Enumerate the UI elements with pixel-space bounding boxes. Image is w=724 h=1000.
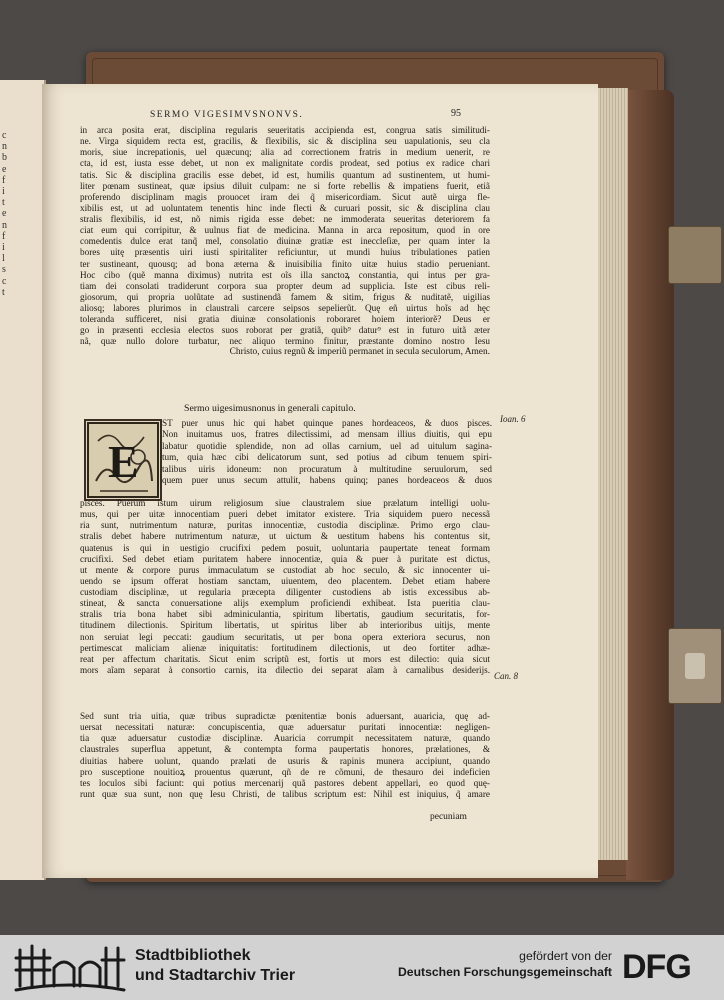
- text-line: tiam dei consolati tradiderunt corpora sua propter deum ad supplicia. Iste est cibus reli-: [80, 280, 490, 291]
- text-line: ST puer unus hic qui habet quinque panes hordeaceos, & duos pisces.: [162, 418, 492, 428]
- margin-note-john: Ioan. 6: [500, 414, 526, 424]
- text-line: stralis tria bona habet sibi adminiculantia, spiritum libertatis, gaudium securitatis, for-: [80, 609, 490, 620]
- left-page-fragment: e: [2, 208, 7, 220]
- sermon-tail-text: [80, 711, 490, 800]
- text-line: ria sunt, nutrimentum naturæ, puritas innocentiæ, custodia disciplinæ. Primo ergo clau-: [80, 520, 490, 531]
- left-page-fragment: f: [2, 230, 6, 242]
- left-page-fragment: f: [2, 174, 6, 186]
- svg-text:E: E: [108, 436, 139, 487]
- text-line: pertimescat maliciam alienæ iniquitatis: fortitudinem dilectionis, ut deo fortiter adhæ-: [80, 642, 490, 653]
- text-line: moris, siue increpationis, uel quæcunq; alia ad correctionem fratris in medium uenerit, re: [80, 147, 490, 158]
- left-page-fragment: n: [2, 141, 7, 153]
- text-line: in arca posita erat, disciplina regularis seueritatis accipienda est, congrua satis similitudi-: [80, 125, 490, 135]
- margin-note-canticles: Can. 8: [494, 671, 519, 681]
- library-name-line1: Stadtbibliothek: [135, 947, 251, 964]
- text-line: reat per affectum charitatis. Sicut enim scriptũ est, fortis ut mors est dilectio: quia sicut: [80, 653, 490, 664]
- text-line: aliosq; labores plurimos in claustrali carcere seipsos sepelierũt. Quę eñ uirtus hoĩs ad hęc: [80, 303, 490, 313]
- text-line: tes loculos sibi faciunt: qui potius mercenarij quã pastores debent appellari, eo quod quę-: [80, 777, 490, 788]
- left-page-fragment: s: [2, 264, 6, 276]
- text-line: tum, quia hæc cibi delicatorum sunt, sed potius ad cibum tenuem spiri-: [162, 452, 492, 463]
- left-page-edge: [0, 80, 46, 880]
- left-page-fragment: c: [2, 275, 7, 287]
- decorated-initial-icon: [84, 419, 162, 501]
- clasp-bottom-icon: [668, 628, 722, 704]
- text-line: uersat necessitati naturæ: concupiscentia, quæ aduersatur puritati innocentiæ: negligen-: [80, 722, 490, 733]
- city-gate-logo-icon: [14, 942, 126, 994]
- text-line: tia quæ aduersatur custodiæ disciplinæ. Auaricia corrumpit necessitatem naturæ, quando: [80, 733, 490, 744]
- funding-line2: Deutschen Forschungsgemeinschaft: [397, 965, 612, 979]
- text-line: diuitias habere uolunt, quando prælati de usuris & rapinis munera accipiunt, quando: [80, 755, 490, 766]
- text-line: quem puer unus secum attulit, habens quinq; panes hordeaceos & duos: [162, 475, 492, 486]
- text-line: ne. Virga siquidem recta est, gracilis, & flexibilis, sic & disciplina seu uapulationis, seu cla: [80, 136, 490, 147]
- text-line: labatur quotidie splendide, non ad ollas carnium, uel ad uitulum sagina-: [162, 440, 492, 451]
- text-line: nã, quæ nullo dolore turbatur, nec aliquo termino finitur, præstante domino nostro Iesu: [80, 336, 490, 347]
- text-line: runt quæ sua sunt, non quę Iesu Christi, de talibus scriptum est: Nihil est iniquius, q̃ amare: [80, 788, 490, 799]
- left-page-fragment: b: [2, 152, 7, 164]
- footer-bar: [0, 935, 724, 1000]
- text-line: quatenus is qui in uestigio crucifixi pedem posuit, uoluntaria paupertate teneat formam: [80, 542, 490, 553]
- text-line: crucifixi. Sed debet etiam puritatem habere innocentiæ, quia & puer à puritate est dictus,: [80, 553, 490, 564]
- text-line: stineat, & sancta conuersatione alijs exemplum proficiendi exhibeat. Ista pueritia clau-: [80, 598, 490, 609]
- left-page-fragment: i: [2, 242, 5, 253]
- text-line: custodiam disciplinæ, ut regularia præcepta diligenter custodiens ab istis excessibus ab-: [80, 587, 490, 597]
- sermon-ending-text: [80, 125, 490, 348]
- text-line: Sed sunt tria uitia, quæ tribus supradictæ pœnitentiæ bonis aduersant, auaricia, quę ad-: [80, 711, 490, 721]
- text-line: titudinem dilectionis. Spiritum libertatis, ut spiritus liber ab interioribus uitijs, mente: [80, 620, 490, 631]
- sermon-body-text: [80, 498, 490, 676]
- text-line: proferendo disciplinam magis prouocet iram dei q̃ misericordiam. Sicut autẽ uirga fle-: [80, 191, 490, 202]
- running-head: SERMO VIGESIMVSNONVS.: [150, 110, 304, 120]
- text-line: uendo se ipsum offerat hostiam sanctam, uiuentem, deo placentem. Debet etiam habere: [80, 575, 490, 586]
- folio-number: 95: [451, 108, 461, 119]
- left-page-fragment: c: [2, 130, 7, 141]
- dfg-logo: DFG: [622, 948, 691, 986]
- text-line: tatis. Sic & disciplina gracilis esse debet, id est, humilis quantum ad sustinentem, ut humi-: [80, 169, 490, 180]
- text-line: pisces. Puerum istum uirum religiosum siue claustralem siue prælatum intelligi uolu-: [80, 498, 490, 508]
- text-line: giosorum, qui propria uolũtate ad sustinendã famem & sitim, frigus & nuditatẽ, uigilias: [80, 291, 490, 302]
- text-line: stralis flexibilis, id est, nõ nimis rigida esse debet: ne immoderata seueritas deteriorem fa: [80, 214, 490, 224]
- left-page-fragment: l: [2, 253, 5, 265]
- text-line: claustrales superflua appetunt, & contempta forma paupertatis honores, prælationes, &: [80, 744, 490, 755]
- left-page-fragment: e: [2, 163, 7, 175]
- text-line: Non inuitamus uos, fratres dilectissimi, ad mensam illius diuitis, qui epu: [162, 429, 492, 440]
- text-line: comedentis dulce erat tanq̃ mel, consolatio diuinæ gratiæ est ineccleſiæ, per quam inter la: [80, 236, 490, 247]
- library-name-line2: und Stadtarchiv Trier: [135, 967, 296, 984]
- text-line: pro susceptione nouitioꝝ prouentus quærunt, qñ de re cõmuni, de thesauro dei indeficien: [80, 766, 490, 777]
- book-spine-edge: [626, 90, 674, 880]
- chapter-title: Sermo uigesimusnonus in generali capitulo.: [184, 403, 356, 414]
- text-line: xibilis est, ut ad uoluntatem tenentis hinc inde flecti & curuari possit, sic & disciplina clau: [80, 202, 490, 213]
- text-line: liter pœnam sustineat, quæ ipsius diluit culpam: ne si forte rebellis & impatiens fuerit, etiã: [80, 180, 490, 191]
- sermon-closing-line: Christo, cuius regnũ & imperiũ permanet in secula seculorum, Amen.: [229, 347, 490, 357]
- text-line: stralis debet habere nutrimentum naturæ, ut uictum & uestitum habens his contentus sit,: [80, 531, 490, 542]
- text-line: ciat eum qui corripitur, & uulnus fiat de medicina. Manna in arca repositum, quod in ore: [80, 225, 490, 236]
- text-line: mus, qui per uitæ innocentiam pueri debet imitator existere. Tria siquidem puero necessã: [80, 509, 490, 520]
- text-line: non seruiat legi peccati: gaudium securitatis, ut per bona opera exteriora securus, non: [80, 631, 490, 642]
- library-name: [135, 946, 295, 986]
- text-line: talibus uiris idoneum: non procuratum à multitudine seruulorum, sed: [162, 463, 492, 474]
- chapter-opening-text: [162, 418, 492, 486]
- left-page-fragment: i: [2, 186, 5, 197]
- catchword: pecuniam: [430, 812, 467, 822]
- clasp-top-icon: [668, 226, 722, 284]
- left-page-fragment: t: [2, 286, 5, 298]
- funding-note: [398, 948, 612, 980]
- text-line: bores uitę præsentis uiri iusti spiritaliter reficiuntur, ut mundi huius tribulationes patien: [80, 247, 490, 258]
- text-line: ter sustineant, quousq; ad bona æterna & inuisibilia finito uitæ huius stadio perueniant.: [80, 258, 490, 269]
- left-page-fragment: n: [2, 219, 7, 231]
- text-line: toleranda sufficeret, nisi gratia diuinæ consolationis roboraret hoiem interiorẽ? Deus er: [80, 314, 490, 325]
- funding-line1: gefördert von der: [519, 949, 612, 963]
- text-line: Hoc cibo (quẽ manna diximus) nutrita est oĩs illa sanctoꝝ constantia, qui intus per gra-: [80, 269, 490, 280]
- text-line: mors aĩam separat à consortio carnis, ita dilectio dei separat aĩam à carnalibus desiderijs.: [80, 664, 490, 675]
- text-line: go in præsenti ecclesia electos suos roborat per gratiã, quib⁹ datur⁹ est in futuro uitã æter: [80, 325, 490, 336]
- left-page-fragment: t: [2, 197, 5, 209]
- text-line: ut mente & corpore purus immaculatum se custodiat ab hoc seculo, & sic innocenter ui-: [80, 564, 490, 575]
- text-line: cta, id est, iusta esse debet, ut non ex malignitate cordis prodeat, sed potius ex radice chari: [80, 158, 490, 169]
